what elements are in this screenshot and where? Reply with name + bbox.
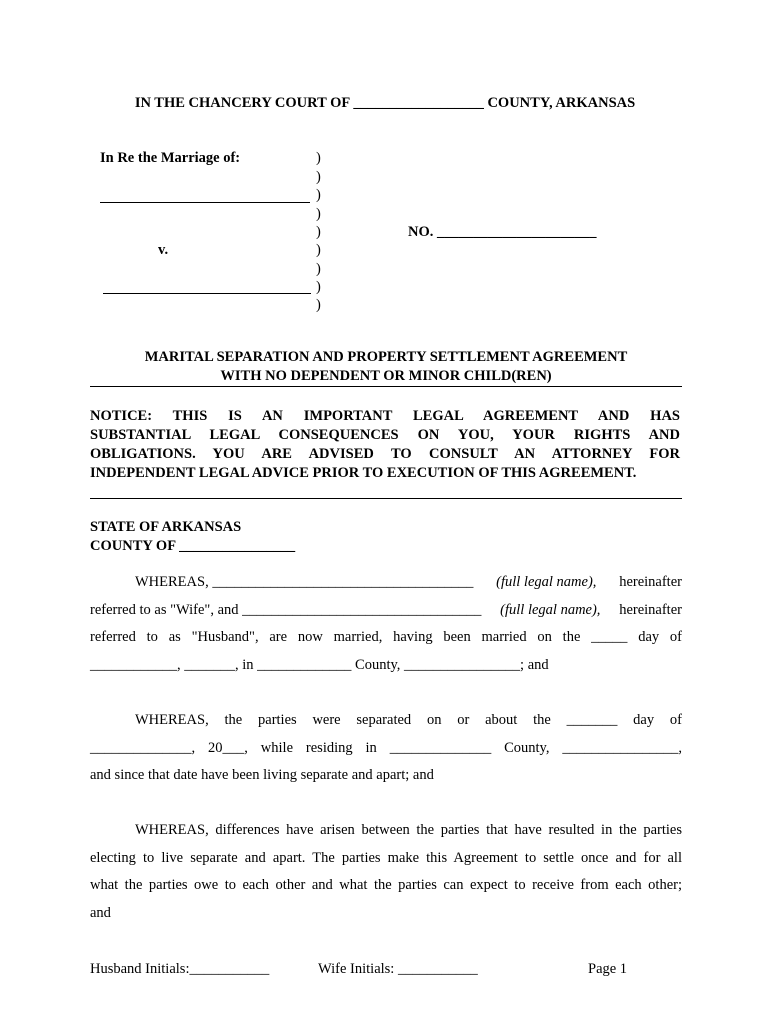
notice-line: SUBSTANTIAL LEGAL CONSEQUENCES ON YOU, YOUR RIGHTS AND	[90, 427, 680, 443]
paragraph-line: WHEREAS, the parties were separated on or about the _______ day of	[135, 712, 682, 728]
caption-paren: )	[316, 279, 321, 295]
whereas-parties	[90, 575, 682, 685]
whereas-separation	[90, 713, 682, 796]
paragraph-line: ______________, 20___, while residing in ______________ County, ________________,	[90, 739, 682, 756]
whereas-text: hereinafter	[619, 574, 682, 590]
agreement-title-line1: MARITAL SEPARATION AND PROPERTY SETTLEMENT AGREEMENT	[144, 349, 628, 365]
notice-line: OBLIGATIONS. YOU ARE ADVISED TO CONSULT AN ATTORNEY FOR	[90, 446, 680, 462]
paragraph-line: what the parties owe to each other and what the parties can expect to receive from each other;	[90, 877, 682, 893]
full-legal-name-hint: (full legal name),	[496, 574, 597, 590]
paragraph-line: and since that date have been living separate and apart; and	[90, 767, 434, 783]
notice-line: NOTICE: THIS IS AN IMPORTANT LEGAL AGREEMENT AND HAS	[90, 408, 680, 424]
case-number: NO. ______________________	[408, 224, 597, 240]
paragraph-line: electing to live separate and apart. The parties make this Agreement to settle once and for all	[90, 849, 682, 866]
caption-paren: )	[316, 187, 321, 203]
party-two-name-line[interactable]	[103, 293, 311, 294]
notice-line: INDEPENDENT LEGAL ADVICE PRIOR TO EXECUTION OF THIS AGREEMENT.	[90, 465, 637, 481]
whereas-differences	[90, 823, 682, 933]
caption-paren: )	[316, 224, 321, 240]
agreement-title-line2: WITH NO DEPENDENT OR MINOR CHILD(REN)	[220, 368, 552, 384]
whereas-text: WHEREAS, ____________________________________	[135, 574, 474, 590]
full-legal-name-hint: (full legal name),	[500, 601, 601, 618]
caption-paren: )	[316, 206, 321, 222]
party-one-name-line[interactable]	[100, 202, 310, 203]
notice-divider	[90, 498, 682, 499]
caption-paren: )	[316, 242, 321, 258]
caption-paren: )	[316, 169, 321, 185]
venue-county: COUNTY OF ________________	[90, 538, 296, 554]
caption-paren: )	[316, 261, 321, 277]
title-divider	[90, 386, 682, 387]
whereas-text: hereinafter	[619, 601, 682, 618]
caption-paren: )	[316, 297, 321, 313]
paragraph-line: ____________, _______, in _____________ County, ________________; and	[90, 656, 549, 673]
paragraph-line: referred to as "Husband", are now married, having been married on the _____ day of	[90, 629, 682, 645]
venue-state: STATE OF ARKANSAS	[90, 519, 242, 535]
paragraph-line: WHEREAS, differences have arisen between the parties that have resulted in the parties	[135, 822, 682, 838]
wife-initials: Wife Initials: ___________	[318, 961, 478, 977]
court-heading: IN THE CHANCERY COURT OF __________________ COUNTY, ARKANSAS	[134, 95, 636, 111]
legal-notice	[90, 407, 680, 483]
caption-paren: )	[316, 150, 321, 166]
paragraph-line	[90, 575, 682, 603]
whereas-text: referred to as "Wife", and _________________________________	[90, 601, 482, 618]
page-number: Page 1	[588, 961, 628, 977]
paragraph-line	[90, 603, 682, 631]
versus-label: v.	[158, 242, 169, 258]
in-re-label: In Re the Marriage of:	[100, 150, 241, 166]
paragraph-line: and	[90, 904, 111, 921]
husband-initials: Husband Initials:___________	[90, 961, 270, 977]
